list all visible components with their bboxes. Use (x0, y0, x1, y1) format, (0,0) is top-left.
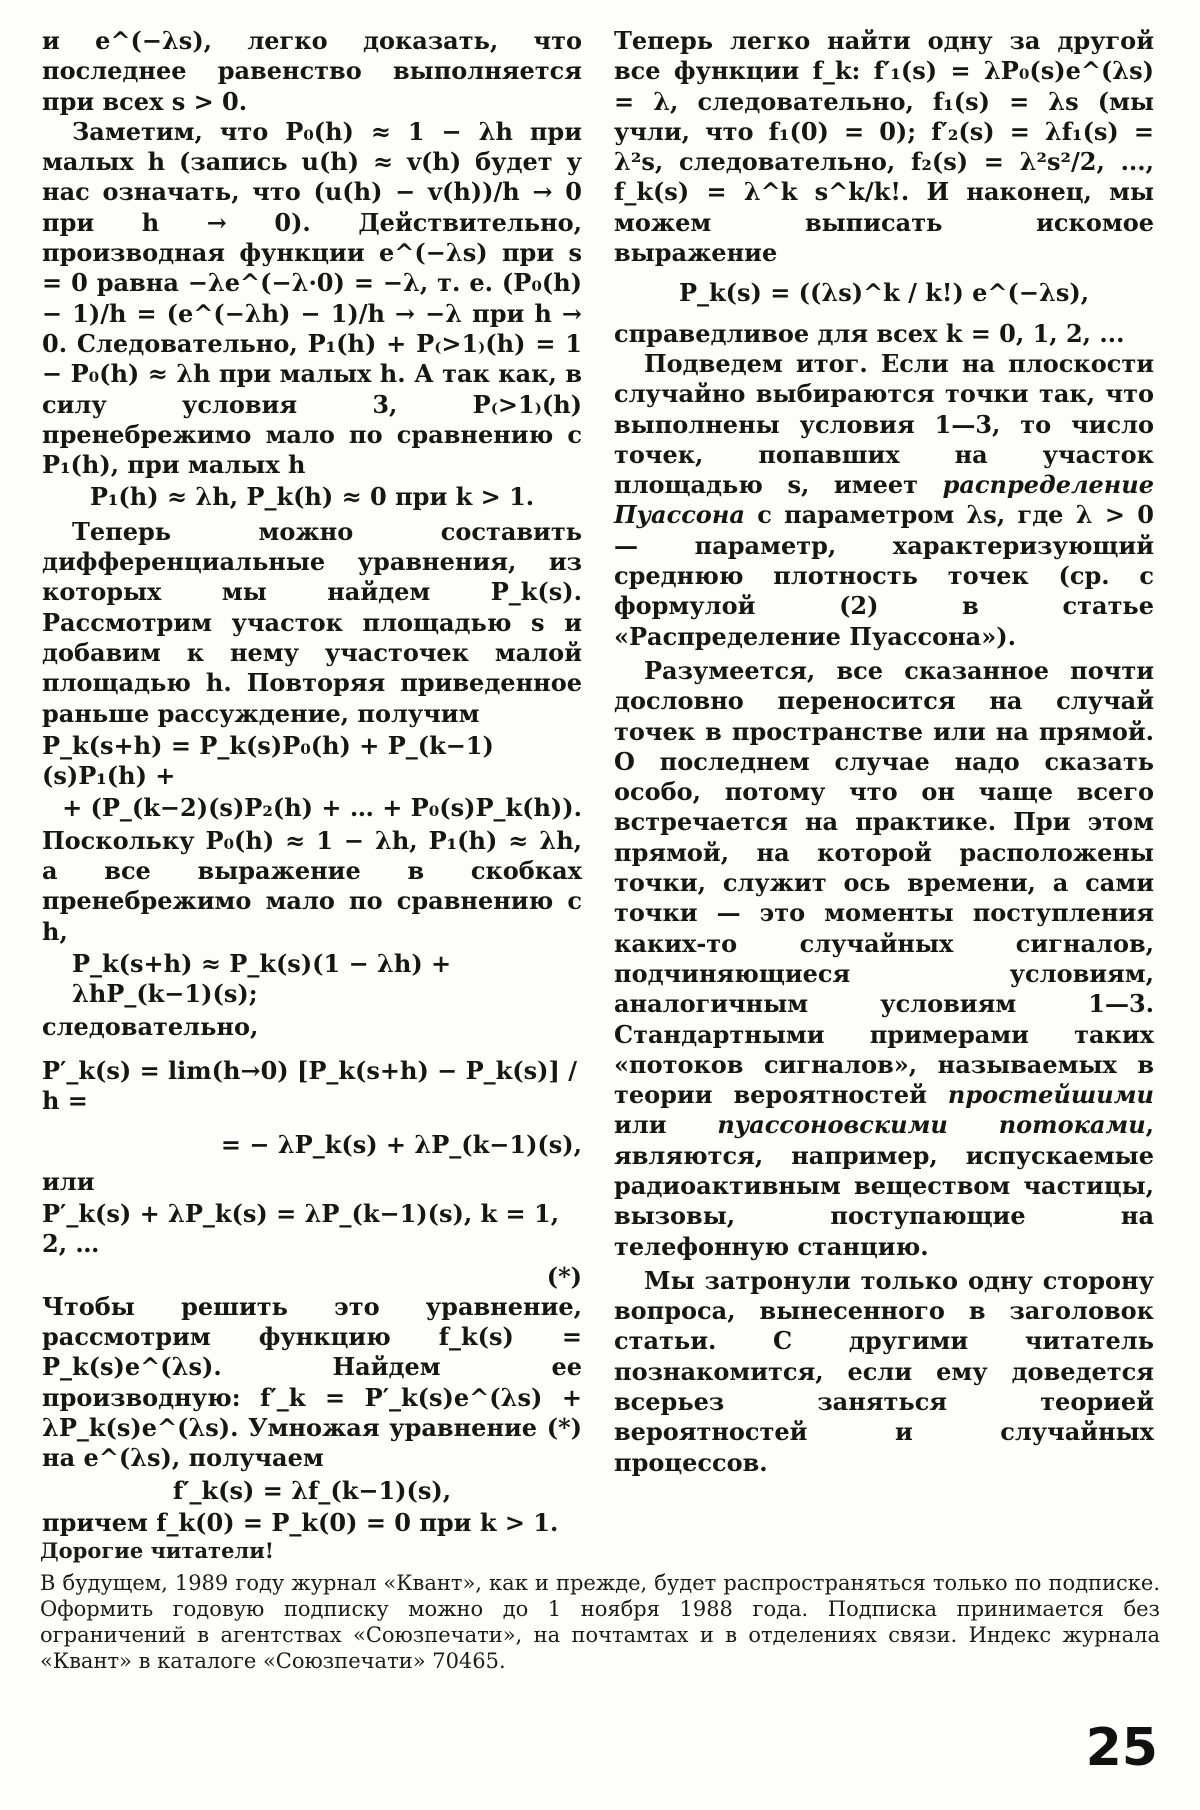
paragraph (614, 656, 1154, 1262)
equation: P₁(h) ≈ λh, P_k(h) ≈ 0 при k > 1. (89, 482, 535, 512)
text-run: , являются, например, испускаемые радиоактивным веществом частицы, вызовы, поступающие на телефонную станцию. (614, 1110, 1155, 1261)
term-simplest: простейшими (947, 1080, 1154, 1110)
paragraph: причем f_k(0) = P_k(0) = 0 при k > 1. (42, 1507, 559, 1537)
paragraph: Теперь можно составить дифференциальные уравнения, из которых мы найдем P_k(s). Рассмотрим участок площадью s и добавим к нему участочек малой площадью h. Повторяя приведенное раньше рассуждение, получим (42, 516, 582, 728)
paragraph: Поскольку P₀(h) ≈ 1 − λh, P₁(h) ≈ λh, а все выражение в скобках пренебрежимо мало по сравнению с h, (42, 825, 582, 946)
paragraph: следовательно, (42, 1011, 259, 1041)
equation: P_k(s+h) ≈ P_k(s)(1 − λh) + λhP_(k−1)(s); (72, 948, 452, 1009)
paragraph: и e^(−λs), легко доказать, что последнее равенство выполняется при всех s > 0. (42, 26, 582, 116)
equation-tag: (*) (546, 1261, 582, 1291)
equation: P_k(s+h) = P_k(s)P₀(h) + P_(k−1)(s)P₁(h) + (42, 730, 494, 791)
paragraph: Заметим, что P₀(h) ≈ 1 − λh при малых h (запись u(h) ≈ v(h) будет у нас означать, что (u(h) − v(h))/h → 0 при h → 0). Действительно, производная функции e^(−λs) при s = 0 равна −λe^(−λ·0) = −λ, т. е. (P₀(h) − 1)/h = (e^(−λh) − 1)/h → −λ при h → 0. Следовательно, P₁(h) + P₍>1₎(h) = 1 − P₀(h) ≈ λh при малых h. А так как, в силу условия 3, P₍>1₎(h) пренебрежимо мало по сравнению с P₁(h), при малых h (42, 116, 582, 480)
notice-text: В будущем, 1989 году журнал «Квант», как и прежде, будет распространяться только по подписке. Оформить годовую подписку можно до 1 ноября 1988 года. Подписка принимается без ограничений в агентствах «Союзпечати», на почтамтах и в отделениях связи. Индекс журнала «Квант» в каталоге «Союзпечати» 70465. (40, 1571, 1160, 1673)
paragraph: или (42, 1166, 95, 1196)
term-poisson-distribution: распределение Пуассона (614, 470, 1155, 530)
equation: f′_k(s) = λf_(k−1)(s), (172, 1475, 452, 1505)
paragraph: справедливое для всех k = 0, 1, 2, ... (614, 318, 1125, 348)
equation: P′_k(s) = lim(h→0) [P_k(s+h) − P_k(s)] / h = (42, 1055, 578, 1116)
equation: P_k(s) = ((λs)^k / k!) e^(−λs), (678, 278, 1090, 308)
subscription-notice (40, 1538, 1160, 1674)
page-number: 25 (1085, 1718, 1158, 1778)
equation: + (P_(k−2)(s)P₂(h) + … + P₀(s)P_k(h)). (62, 793, 582, 823)
text-run: Подведем итог. Если на плоскости случайно выбираются точки так, что выполнены условия 1—3, то число точек, попавших на участок площадью s, имеет (614, 348, 1154, 500)
notice-heading: Дорогие читатели! (40, 1538, 275, 1563)
equation: = − λP_k(s) + λP_(k−1)(s), (220, 1130, 582, 1160)
text-run: с параметром λs, где λ > 0 — параметр, характеризующий среднюю плотность точек (ср. с формулой (2) в статье «Распределение Пуассона»). (614, 500, 1155, 651)
term-poisson-flows: пуассоновскими потоками (717, 1110, 1146, 1140)
equation: P′_k(s) + λP_k(s) = λP_(k−1)(s), k = 1, 2, … (42, 1198, 560, 1259)
right-column (614, 26, 1154, 1478)
left-column (42, 26, 582, 1538)
paragraph: Чтобы решить это уравнение, рассмотрим функцию f_k(s) = P_k(s)e^(λs). Найдем ее производную: f′_k = P′_k(s)e^(λs) + λP_k(s)e^(λs). Умножая уравнение (*) на e^(λs), получаем (42, 1291, 582, 1473)
text-run: Разумеется, все сказанное почти дословно переносится на случай точек в пространстве или на прямой. О последнем случае надо сказать особо, потому что он чаще всего встречается на практике. При этом прямой, на которой расположены точки, служит ось времени, а сами точки — это моменты поступления каких-то случайных сигналов, подчиняющиеся условиям, аналогичным условиям 1—3. Стандартными примерами таких «потоков сигналов», называемых в теории вероятностей (614, 655, 1154, 1110)
text-run: или (614, 1110, 667, 1140)
paragraph: Теперь легко найти одну за другой все функции f_k: f′₁(s) = λP₀(s)e^(λs) = λ, следовательно, f₁(s) = λs (мы учли, что f₁(0) = 0); f′₂(s) = λf₁(s) = λ²s, следовательно, f₂(s) = λ²s²/2, ..., f_k(s) = λ^k s^k/k!. И наконец, мы можем выписать искомое выражение (614, 26, 1154, 268)
paragraph (614, 349, 1154, 652)
paragraph: Мы затронули только одну сторону вопроса, вынесенного в заголовок статьи. С другими читатель познакомится, если ему доведется всерьез заняться теорией вероятностей и случайных процессов. (614, 1265, 1154, 1477)
